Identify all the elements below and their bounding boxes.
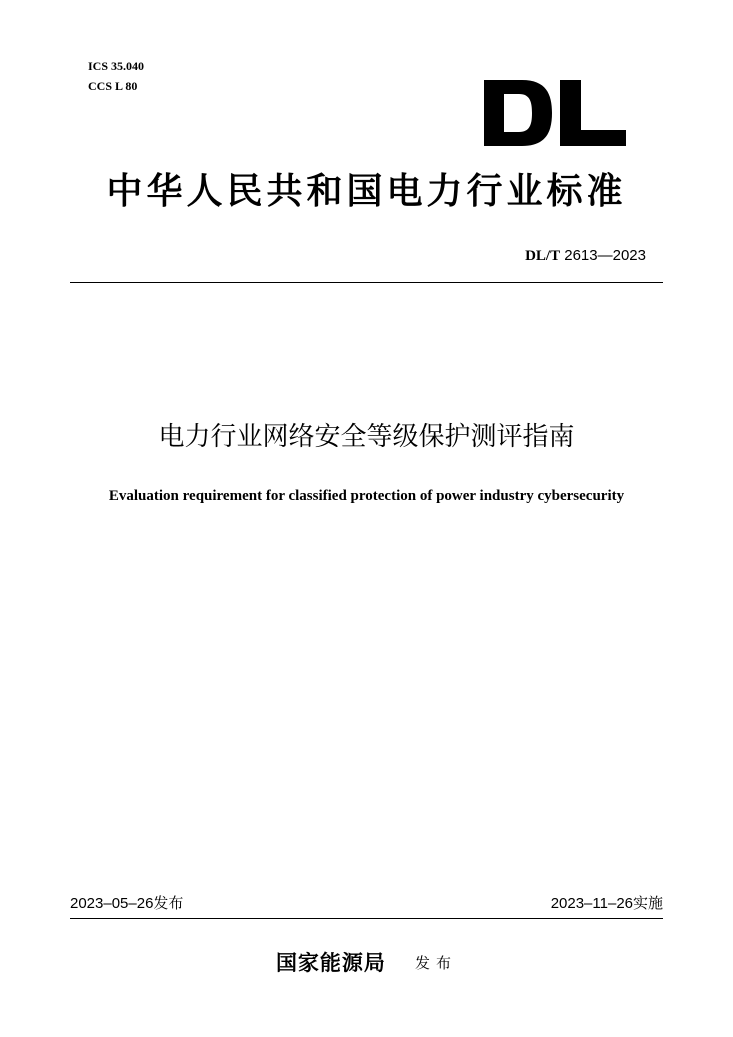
ics-code: ICS 35.040 [88,59,145,73]
issuer-action: 发布 [415,954,458,972]
document-title-english: Evaluation requirement for classified protection of power industry cybersecurity [108,488,625,504]
dl-logo-d-glyph [484,80,552,146]
dl-logo-l-glyph [560,80,626,146]
standard-category-title: 中华人民共和国电力行业标准 [106,170,627,212]
issuer-name: 国家能源局 [275,950,386,975]
standard-number-value: 2613—2023 [564,247,646,264]
issuer-block [0,948,733,978]
standard-code: DL/T [525,248,561,264]
ccs-code: CCS L 80 [88,79,138,93]
top-divider [70,282,663,283]
dl-logo [484,80,626,146]
bottom-divider [70,918,663,919]
issue-date: 2023–05–26发布 [70,895,184,912]
standard-number [525,246,646,266]
document-title-chinese: 电力行业网络安全等级保护测评指南 [158,422,575,452]
implementation-date: 2023–11–26实施 [550,895,663,912]
